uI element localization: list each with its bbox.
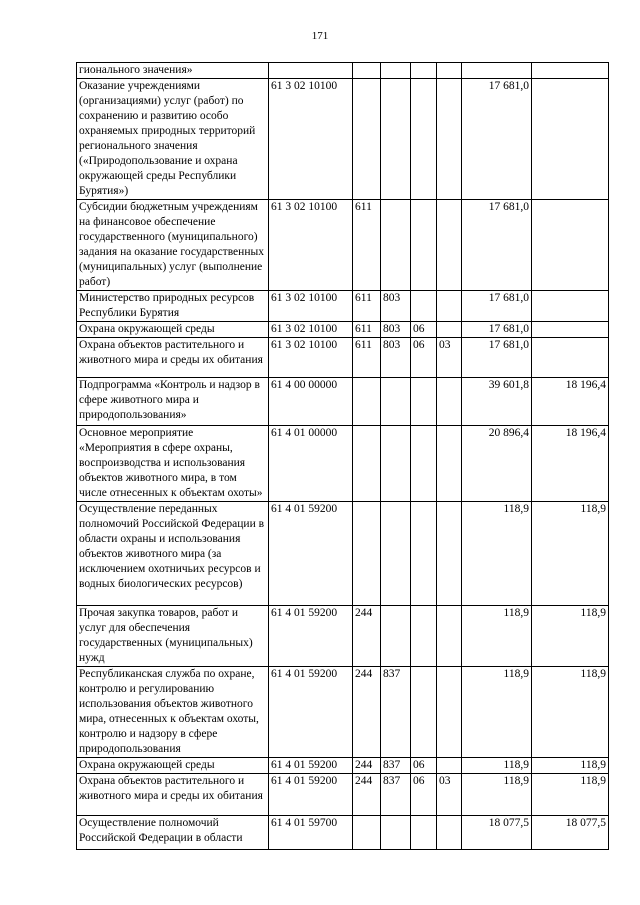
row-gr: 837 [381, 774, 411, 816]
row-name: Министерство природных ресурсов Республики Бурятия [77, 291, 269, 322]
row-rz [411, 816, 437, 850]
row-vr [353, 502, 381, 606]
row-value-1: 17 681,0 [462, 200, 532, 291]
row-gr: 803 [381, 291, 411, 322]
row-rz [411, 606, 437, 667]
row-value-2: 118,9 [532, 774, 609, 816]
row-pr [437, 426, 462, 502]
row-name: Основное мероприятие «Мероприятия в сфере охраны, воспроизводства и использования объектов животного мира, в том числе отнесенных к объектам охоты» [77, 426, 269, 502]
row-value-2 [532, 338, 609, 378]
row-pr [437, 378, 462, 426]
row-code: 61 3 02 10100 [269, 338, 353, 378]
row-value-1: 18 077,5 [462, 816, 532, 850]
table-row [77, 774, 609, 816]
row-vr: 244 [353, 667, 381, 758]
row-value-2: 118,9 [532, 606, 609, 667]
row-value-1: 118,9 [462, 667, 532, 758]
table-row [77, 79, 609, 200]
row-gr: 837 [381, 667, 411, 758]
row-vr [353, 816, 381, 850]
row-gr [381, 502, 411, 606]
page-number: 171 [311, 30, 329, 42]
row-value-1: 17 681,0 [462, 322, 532, 338]
row-pr [437, 322, 462, 338]
row-gr [381, 200, 411, 291]
row-code [269, 63, 353, 79]
row-value-1: 39 601,8 [462, 378, 532, 426]
row-gr [381, 79, 411, 200]
table-row [77, 667, 609, 758]
table-row [77, 378, 609, 426]
row-rz [411, 79, 437, 200]
row-gr [381, 63, 411, 79]
row-name: Охрана окружающей среды [77, 322, 269, 338]
row-gr: 837 [381, 758, 411, 774]
row-name: Осуществление полномочий Российской Федерации в области [77, 816, 269, 850]
table-row [77, 63, 609, 79]
row-vr [353, 79, 381, 200]
table-row [77, 338, 609, 378]
row-value-1: 17 681,0 [462, 291, 532, 322]
row-vr [353, 426, 381, 502]
row-code: 61 4 01 59200 [269, 667, 353, 758]
row-code: 61 3 02 10100 [269, 200, 353, 291]
row-vr [353, 63, 381, 79]
row-code: 61 4 01 59200 [269, 502, 353, 606]
row-name: Оказание учреждениями (организациями) услуг (работ) по сохранению и развитию особо охраняемых природных территорий регионального значения («Природопользование и охрана окружающей среды Республики Бурятия») [77, 79, 269, 200]
row-rz [411, 667, 437, 758]
row-value-1: 118,9 [462, 606, 532, 667]
row-pr [437, 758, 462, 774]
row-name: Субсидии бюджетным учреждениям на финансовое обеспечение государственного (муниципального) задания на оказание государственных (муниципальных) услуг (выполнение работ) [77, 200, 269, 291]
row-value-2: 18 196,4 [532, 378, 609, 426]
row-gr [381, 606, 411, 667]
row-code: 61 4 01 59200 [269, 606, 353, 667]
row-name: Охрана окружающей среды [77, 758, 269, 774]
row-pr [437, 63, 462, 79]
row-rz [411, 426, 437, 502]
row-rz [411, 291, 437, 322]
row-vr: 244 [353, 774, 381, 816]
row-value-2: 18 196,4 [532, 426, 609, 502]
row-name: Подпрограмма «Контроль и надзор в сфере животного мира и природопользования» [77, 378, 269, 426]
row-vr [353, 378, 381, 426]
table-row [77, 200, 609, 291]
row-name: Прочая закупка товаров, работ и услуг для обеспечения государственных (муниципальных) нужд [77, 606, 269, 667]
row-value-1: 118,9 [462, 758, 532, 774]
row-value-1: 17 681,0 [462, 79, 532, 200]
table-row [77, 758, 609, 774]
row-code: 61 3 02 10100 [269, 322, 353, 338]
row-value-2: 18 077,5 [532, 816, 609, 850]
row-value-1: 20 896,4 [462, 426, 532, 502]
row-code: 61 4 00 00000 [269, 378, 353, 426]
row-pr [437, 667, 462, 758]
row-rz: 06 [411, 774, 437, 816]
row-value-2: 118,9 [532, 502, 609, 606]
row-rz [411, 200, 437, 291]
row-name: Республиканская служба по охране, контролю и регулированию использования объектов животного мира, отнесенных к объектам охоты, контролю и надзору в сфере природопользования [77, 667, 269, 758]
row-code: 61 3 02 10100 [269, 79, 353, 200]
row-vr: 611 [353, 322, 381, 338]
table-row [77, 502, 609, 606]
row-value-2 [532, 322, 609, 338]
row-value-1: 118,9 [462, 774, 532, 816]
row-vr: 244 [353, 758, 381, 774]
row-gr [381, 426, 411, 502]
row-value-2 [532, 291, 609, 322]
row-rz: 06 [411, 758, 437, 774]
row-code: 61 4 01 59200 [269, 774, 353, 816]
table-row [77, 322, 609, 338]
row-name: гионального значения» [77, 63, 269, 79]
row-vr: 244 [353, 606, 381, 667]
row-rz: 06 [411, 338, 437, 378]
row-pr [437, 606, 462, 667]
row-value-2 [532, 200, 609, 291]
row-value-2 [532, 79, 609, 200]
row-pr: 03 [437, 338, 462, 378]
row-rz [411, 502, 437, 606]
row-rz [411, 378, 437, 426]
table-row [77, 816, 609, 850]
row-code: 61 3 02 10100 [269, 291, 353, 322]
table-row [77, 291, 609, 322]
row-vr: 611 [353, 338, 381, 378]
budget-table [76, 62, 609, 850]
row-name: Осуществление переданных полномочий Российской Федерации в области охраны и использования объектов животного мира (за исключением охотничьих ресурсов и водных биологических ресурсов) [77, 502, 269, 606]
row-value-2 [532, 63, 609, 79]
row-value-2: 118,9 [532, 667, 609, 758]
row-code: 61 4 01 59200 [269, 758, 353, 774]
row-rz [411, 63, 437, 79]
table-row [77, 426, 609, 502]
row-value-1 [462, 63, 532, 79]
table-row [77, 606, 609, 667]
row-rz: 06 [411, 322, 437, 338]
row-gr: 803 [381, 322, 411, 338]
row-pr [437, 200, 462, 291]
row-vr: 611 [353, 291, 381, 322]
row-value-1: 17 681,0 [462, 338, 532, 378]
row-name: Охрана объектов растительного и животного мира и среды их обитания [77, 774, 269, 816]
row-pr [437, 502, 462, 606]
row-value-2: 118,9 [532, 758, 609, 774]
row-pr: 03 [437, 774, 462, 816]
row-value-1: 118,9 [462, 502, 532, 606]
row-vr: 611 [353, 200, 381, 291]
row-gr [381, 816, 411, 850]
row-gr [381, 378, 411, 426]
row-code: 61 4 01 00000 [269, 426, 353, 502]
row-pr [437, 291, 462, 322]
row-code: 61 4 01 59700 [269, 816, 353, 850]
row-pr [437, 79, 462, 200]
row-gr: 803 [381, 338, 411, 378]
row-name: Охрана объектов растительного и животного мира и среды их обитания [77, 338, 269, 378]
row-pr [437, 816, 462, 850]
